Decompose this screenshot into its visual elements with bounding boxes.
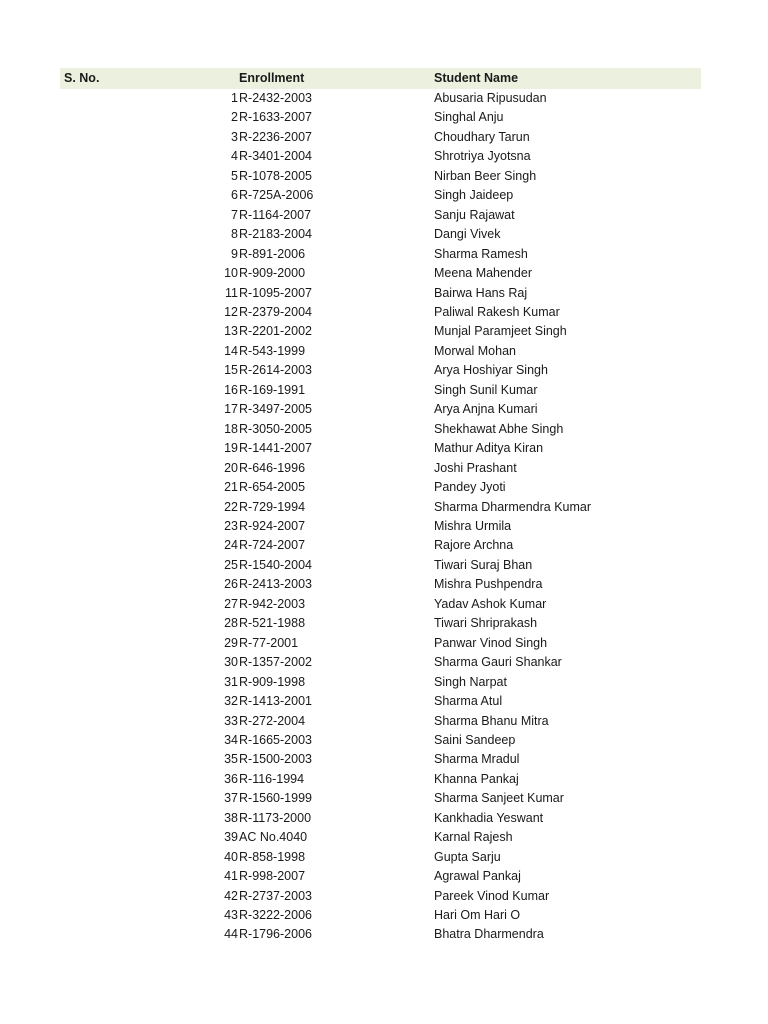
table-row [60, 303, 701, 322]
table-row [60, 750, 701, 769]
row-sno: 19 [224, 441, 238, 456]
row-student-name: Meena Mahender [434, 266, 532, 281]
table-row [60, 634, 701, 653]
row-sno: 41 [224, 869, 238, 884]
row-enrollment: R-924-2007 [239, 518, 306, 533]
row-student-name: Singh Sunil Kumar [434, 382, 538, 397]
row-enrollment: R-1413-2001 [239, 694, 312, 709]
row-enrollment: R-2236-2007 [239, 129, 312, 144]
row-sno: 37 [224, 791, 238, 806]
row-student-name: Dangi Vivek [434, 227, 501, 242]
row-student-name: Mishra Urmila [434, 518, 512, 533]
table-row [60, 809, 701, 828]
row-sno: 21 [224, 480, 238, 495]
table-row [60, 478, 701, 497]
table-row [60, 828, 701, 847]
row-student-name: Pandey Jyoti [434, 480, 506, 495]
row-student-name: Yadav Ashok Kumar [434, 596, 547, 611]
row-enrollment: R-543-1999 [239, 343, 306, 358]
row-student-name: Choudhary Tarun [434, 129, 530, 144]
row-student-name: Kankhadia Yeswant [434, 810, 544, 825]
row-sno: 18 [224, 421, 238, 436]
row-enrollment: R-2614-2003 [239, 363, 312, 378]
table-row [60, 167, 701, 186]
row-student-name: Arya Hoshiyar Singh [434, 363, 548, 378]
row-sno: 32 [224, 694, 238, 709]
row-sno: 20 [224, 460, 238, 475]
row-student-name: Pareek Vinod Kumar [434, 888, 550, 903]
row-sno: 7 [231, 207, 238, 222]
row-student-name: Sanju Rajawat [434, 207, 515, 222]
table-row [60, 420, 701, 439]
row-sno: 35 [224, 752, 238, 767]
row-enrollment: R-1095-2007 [239, 285, 312, 300]
row-enrollment: R-2379-2004 [239, 304, 312, 319]
row-student-name: Sharma Bhanu Mitra [434, 713, 549, 728]
table-row [60, 284, 701, 303]
row-enrollment: R-646-1996 [239, 460, 306, 475]
row-sno: 33 [224, 713, 238, 728]
row-enrollment: R-1665-2003 [239, 732, 312, 747]
table-row [60, 925, 701, 944]
row-sno: 44 [224, 927, 238, 942]
row-sno: 8 [231, 227, 238, 242]
row-student-name: Joshi Prashant [434, 460, 517, 475]
header-student-name: Student Name [434, 71, 519, 85]
row-student-name: Sharma Ramesh [434, 246, 528, 261]
table-row [60, 264, 701, 283]
row-enrollment: R-3050-2005 [239, 421, 312, 436]
row-student-name: Bhatra Dharmendra [434, 927, 544, 942]
row-sno: 17 [224, 402, 238, 417]
student-table [60, 68, 701, 945]
row-enrollment: R-729-1994 [239, 499, 306, 514]
table-row [60, 595, 701, 614]
table-row [60, 322, 701, 341]
table-row [60, 517, 701, 536]
row-student-name: Abusaria Ripusudan [434, 91, 547, 105]
row-enrollment: R-2183-2004 [239, 227, 312, 242]
row-student-name: Paliwal Rakesh Kumar [434, 304, 560, 319]
row-sno: 43 [224, 908, 238, 923]
table-row [60, 128, 701, 147]
row-enrollment: R-2432-2003 [239, 91, 312, 105]
row-sno: 2 [231, 110, 238, 125]
row-student-name: Munjal Paramjeet Singh [434, 324, 567, 339]
header-enrollment: Enrollment [239, 71, 305, 85]
table-row [60, 186, 701, 205]
row-enrollment: R-1796-2006 [239, 927, 312, 942]
table-row [60, 245, 701, 264]
row-sno: 10 [224, 266, 238, 281]
row-enrollment: R-1560-1999 [239, 791, 312, 806]
row-enrollment: R-2201-2002 [239, 324, 312, 339]
row-sno: 28 [224, 616, 238, 631]
table-row [60, 536, 701, 555]
row-enrollment: R-116-1994 [239, 771, 305, 786]
row-student-name: Singh Narpat [434, 674, 507, 689]
row-sno: 9 [231, 246, 238, 261]
row-enrollment: R-891-2006 [239, 246, 306, 261]
row-student-name: Karnal Rajesh [434, 830, 513, 845]
table-row [60, 867, 701, 886]
row-sno: 36 [224, 771, 238, 786]
row-sno: 27 [224, 596, 238, 611]
row-sno: 39 [224, 830, 238, 845]
row-enrollment: R-169-1991 [239, 382, 306, 397]
table-row [60, 459, 701, 478]
table-row [60, 361, 701, 380]
row-sno: 31 [224, 674, 238, 689]
table-row [60, 653, 701, 672]
table-row [60, 147, 701, 166]
row-sno: 6 [231, 188, 238, 203]
table-row [60, 770, 701, 789]
row-enrollment: R-1500-2003 [239, 752, 312, 767]
row-sno: 14 [224, 343, 238, 358]
table-row [60, 342, 701, 361]
row-enrollment: R-724-2007 [239, 538, 306, 553]
row-student-name: Sharma Sanjeet Kumar [434, 791, 564, 806]
row-student-name: Mathur Aditya Kiran [434, 441, 544, 456]
row-sno: 29 [224, 635, 238, 650]
row-sno: 34 [224, 732, 238, 747]
table-row [60, 206, 701, 225]
row-sno: 42 [224, 888, 238, 903]
row-student-name: Nirban Beer Singh [434, 168, 537, 183]
row-sno: 26 [224, 577, 238, 592]
table-row [60, 789, 701, 808]
row-student-name: Singh Jaideep [434, 188, 514, 203]
row-sno: 1 [231, 91, 238, 105]
row-student-name: Gupta Sarju [434, 849, 501, 864]
row-student-name: Saini Sandeep [434, 732, 516, 747]
row-enrollment: R-1540-2004 [239, 557, 312, 572]
table-row [60, 712, 701, 731]
row-sno: 5 [231, 168, 238, 183]
row-student-name: Sharma Gauri Shankar [434, 655, 562, 670]
table-row [60, 556, 701, 575]
table-row [60, 575, 701, 594]
row-enrollment: R-858-1998 [239, 849, 306, 864]
table-row [60, 225, 701, 244]
table-row [60, 848, 701, 867]
row-enrollment: R-725A-2006 [239, 188, 314, 203]
row-sno: 16 [224, 382, 238, 397]
row-student-name: Sharma Atul [434, 694, 503, 709]
row-sno: 3 [231, 129, 238, 144]
table-body [60, 89, 701, 945]
row-enrollment: R-77-2001 [239, 635, 299, 650]
row-student-name: Rajore Archna [434, 538, 514, 553]
row-sno: 38 [224, 810, 238, 825]
row-enrollment: R-521-1988 [239, 616, 306, 631]
row-enrollment: R-2413-2003 [239, 577, 312, 592]
row-student-name: Arya Anjna Kumari [434, 402, 538, 417]
row-student-name: Morwal Mohan [434, 343, 516, 358]
row-student-name: Shekhawat Abhe Singh [434, 421, 564, 436]
table-header [60, 68, 701, 89]
table-row [60, 673, 701, 692]
row-student-name: Tiwari Suraj Bhan [434, 557, 533, 572]
row-student-name: Sharma Mradul [434, 752, 520, 767]
table-row [60, 108, 701, 127]
row-enrollment: R-909-1998 [239, 674, 306, 689]
table-row [60, 731, 701, 750]
row-enrollment: R-998-2007 [239, 869, 306, 884]
row-student-name: Sharma Dharmendra Kumar [434, 499, 592, 514]
table-row [60, 381, 701, 400]
row-sno: 40 [224, 849, 238, 864]
row-student-name: Shrotriya Jyotsna [434, 149, 531, 164]
header-sno: S. No. [64, 71, 100, 85]
row-enrollment: R-1357-2002 [239, 655, 312, 670]
row-enrollment: R-272-2004 [239, 713, 306, 728]
row-student-name: Bairwa Hans Raj [434, 285, 528, 300]
row-sno: 12 [224, 304, 238, 319]
table-row [60, 906, 701, 925]
row-student-name: Tiwari Shriprakash [434, 616, 538, 631]
row-enrollment: AC No.4040 [239, 830, 308, 845]
row-enrollment: R-654-2005 [239, 480, 306, 495]
row-sno: 24 [224, 538, 238, 553]
row-enrollment: R-1164-2007 [239, 207, 312, 222]
table-row [60, 400, 701, 419]
row-sno: 23 [224, 518, 238, 533]
row-student-name: Agrawal Pankaj [434, 869, 521, 884]
row-student-name: Mishra Pushpendra [434, 577, 543, 592]
row-sno: 25 [224, 557, 238, 572]
row-enrollment: R-2737-2003 [239, 888, 312, 903]
row-enrollment: R-3401-2004 [239, 149, 312, 164]
row-sno: 11 [225, 285, 238, 300]
row-student-name: Hari Om Hari O [434, 908, 521, 923]
row-student-name: Panwar Vinod Singh [434, 635, 548, 650]
table-row [60, 498, 701, 517]
row-enrollment: R-942-2003 [239, 596, 306, 611]
row-sno: 22 [224, 499, 238, 514]
row-enrollment: R-3497-2005 [239, 402, 312, 417]
row-student-name: Khanna Pankaj [434, 771, 519, 786]
row-enrollment: R-1633-2007 [239, 110, 312, 125]
row-sno: 15 [224, 363, 238, 378]
row-student-name: Singhal Anju [434, 110, 504, 125]
row-enrollment: R-1173-2000 [239, 810, 312, 825]
table-row [60, 439, 701, 458]
table-row [60, 89, 701, 108]
row-enrollment: R-1078-2005 [239, 168, 312, 183]
row-sno: 30 [224, 655, 238, 670]
row-enrollment: R-1441-2007 [239, 441, 312, 456]
row-enrollment: R-909-2000 [239, 266, 306, 281]
row-sno: 4 [231, 149, 238, 164]
row-enrollment: R-3222-2006 [239, 908, 312, 923]
table-row [60, 614, 701, 633]
row-sno: 13 [224, 324, 238, 339]
table-row [60, 887, 701, 906]
table-row [60, 692, 701, 711]
